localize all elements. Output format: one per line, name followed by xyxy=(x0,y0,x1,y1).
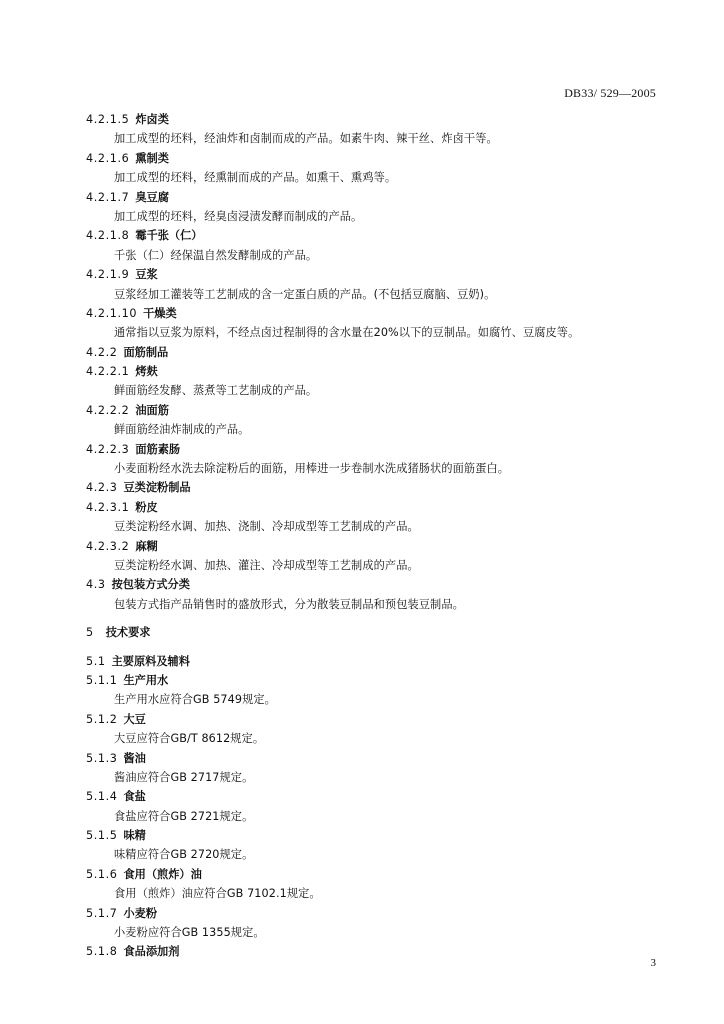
clause-title: 酱油 xyxy=(123,751,146,765)
clause-title: 按包装方式分类 xyxy=(111,578,190,592)
clause-title: 大豆 xyxy=(123,712,146,726)
clause-title: 面筋素肠 xyxy=(135,442,181,456)
clause-number: 5.1.7 xyxy=(86,906,118,920)
clause-title: 主要原料及辅料 xyxy=(111,654,190,668)
body-paragraph: 小麦面粉经水洗去除淀粉后的面筋，用棒进一步卷制水洗成猪肠状的面筋蛋白。 xyxy=(114,462,510,476)
clause-heading xyxy=(86,304,666,323)
clause-number: 5.1.4 xyxy=(86,790,118,804)
clause-number: 4.2.1.7 xyxy=(86,190,130,204)
clause-heading xyxy=(86,440,666,459)
clause-title: 面筋制品 xyxy=(123,345,169,359)
clause-title: 干燥类 xyxy=(143,306,177,320)
clause-number: 4.2.3.1 xyxy=(86,500,130,514)
page-number: 3 xyxy=(650,957,656,969)
clause-number: 5 xyxy=(86,626,94,640)
clause-heading xyxy=(86,904,666,923)
clause-heading xyxy=(86,149,666,168)
clause-number: 5.1.2 xyxy=(86,712,118,726)
clause-number: 4.2.1.5 xyxy=(86,113,130,126)
clause-title: 豆类淀粉制品 xyxy=(123,481,191,495)
body-paragraph: 包装方式指产品销售时的盛放形式，分为散装豆制品和预包装豆制品。 xyxy=(114,597,464,611)
body-paragraph: 鲜面筋经发酵、蒸煮等工艺制成的产品。 xyxy=(114,384,318,398)
clause-number: 5.1.3 xyxy=(86,751,118,765)
clause-title: 生产用水 xyxy=(123,673,169,687)
body-paragraph: 生产用水应符合GB 5749规定。 xyxy=(114,693,276,707)
clause-heading xyxy=(86,787,666,806)
clause-title: 麻糊 xyxy=(135,539,158,553)
clause-title: 油面筋 xyxy=(135,403,169,417)
clause-heading xyxy=(86,362,666,381)
clause-heading xyxy=(86,537,666,556)
clause-number: 5.1 xyxy=(86,654,106,668)
clause-heading xyxy=(86,749,666,768)
clause-title: 食用（煎炸）油 xyxy=(123,867,202,881)
clause-number: 4.2.2.1 xyxy=(86,365,130,379)
body-paragraph: 酱油应符合GB 2717规定。 xyxy=(114,770,254,784)
clause-heading xyxy=(86,226,666,245)
clause-heading xyxy=(86,942,666,961)
document-code-header: DB33/ 529—2005 xyxy=(564,86,656,100)
body-paragraph: 加工成型的坯料，经熏制而成的产品。如熏干、熏鸡等。 xyxy=(114,171,397,185)
clause-title: 粉皮 xyxy=(135,500,158,514)
clause-heading xyxy=(86,265,666,284)
body-paragraph: 小麦粉应符合GB 1355规定。 xyxy=(114,926,265,940)
body-paragraph: 食用（煎炸）油应符合GB 7102.1规定。 xyxy=(114,887,321,901)
clause-number: 4.2.3.2 xyxy=(86,539,130,553)
clause-number: 4.2.2 xyxy=(86,345,118,359)
clause-number: 4.2.1.10 xyxy=(86,306,138,320)
body-paragraph: 加工成型的坯料，经油炸和卤制而成的产品。如素牛肉、辣干丝、炸卤干等。 xyxy=(114,132,498,146)
clause-number: 5.1.1 xyxy=(86,673,118,687)
body-paragraph: 大豆应符合GB/T 8612规定。 xyxy=(114,732,265,746)
clause-title: 豆浆 xyxy=(135,268,158,282)
clause-heading xyxy=(86,343,666,362)
clause-heading xyxy=(86,671,666,690)
clause-number: 5.1.8 xyxy=(86,945,118,959)
body-paragraph: 通常指以豆浆为原料，不经点卤过程制得的含水量在20%以下的豆制品。如腐竹、豆腐皮等。 xyxy=(114,326,580,340)
body-paragraph: 豆类淀粉经水调、加热、灌注、冷却成型等工艺制成的产品。 xyxy=(114,558,419,572)
section-heading xyxy=(86,623,666,642)
clause-number: 4.2.1.8 xyxy=(86,229,130,243)
clause-number: 4.2.2.3 xyxy=(86,442,130,456)
section-spacer xyxy=(86,614,666,623)
clause-title: 食品添加剂 xyxy=(123,945,180,959)
clause-title: 炸卤类 xyxy=(135,113,169,126)
clause-title: 味精 xyxy=(123,829,146,843)
clause-number: 4.2.2.2 xyxy=(86,403,130,417)
clause-heading xyxy=(86,575,666,594)
clause-heading xyxy=(86,498,666,517)
clause-heading xyxy=(86,865,666,884)
clause-heading xyxy=(86,826,666,845)
clause-title: 小麦粉 xyxy=(123,906,158,920)
body-paragraph: 食盐应符合GB 2721规定。 xyxy=(114,809,254,823)
clause-title: 烤麸 xyxy=(135,365,158,379)
clause-title: 臭豆腐 xyxy=(135,190,169,204)
document-body xyxy=(86,110,666,962)
clause-heading xyxy=(86,710,666,729)
clause-heading xyxy=(86,478,666,497)
clause-number: 5.1.5 xyxy=(86,829,118,843)
body-paragraph: 味精应符合GB 2720规定。 xyxy=(114,848,254,862)
clause-title: 技术要求 xyxy=(105,626,151,640)
clause-number: 5.1.6 xyxy=(86,867,118,881)
clause-number: 4.2.3 xyxy=(86,481,118,495)
clause-heading xyxy=(86,401,666,420)
clause-heading xyxy=(86,652,666,671)
body-paragraph: 豆类淀粉经水调、加热、浇制、冷却成型等工艺制成的产品。 xyxy=(114,520,419,534)
body-paragraph: 鲜面筋经油炸制成的产品。 xyxy=(114,423,250,437)
clause-heading xyxy=(86,188,666,207)
clause-title: 食盐 xyxy=(123,790,146,804)
section-spacer xyxy=(86,643,666,652)
clause-number: 4.2.1.9 xyxy=(86,268,130,282)
clause-title: 霉千张（仁） xyxy=(135,229,203,243)
body-paragraph: 豆浆经加工灌装等工艺制成的含一定蛋白质的产品。(不包括豆腐脑、豆奶)。 xyxy=(114,287,496,301)
clause-title: 熏制类 xyxy=(135,151,169,165)
clause-number: 4.2.1.6 xyxy=(86,151,130,165)
body-paragraph: 加工成型的坯料，经臭卤浸渍发酵而制成的产品。 xyxy=(114,209,363,223)
body-paragraph: 千张（仁）经保温自然发酵制成的产品。 xyxy=(114,248,318,262)
clause-number: 4.3 xyxy=(86,578,106,592)
clause-heading xyxy=(86,110,666,129)
